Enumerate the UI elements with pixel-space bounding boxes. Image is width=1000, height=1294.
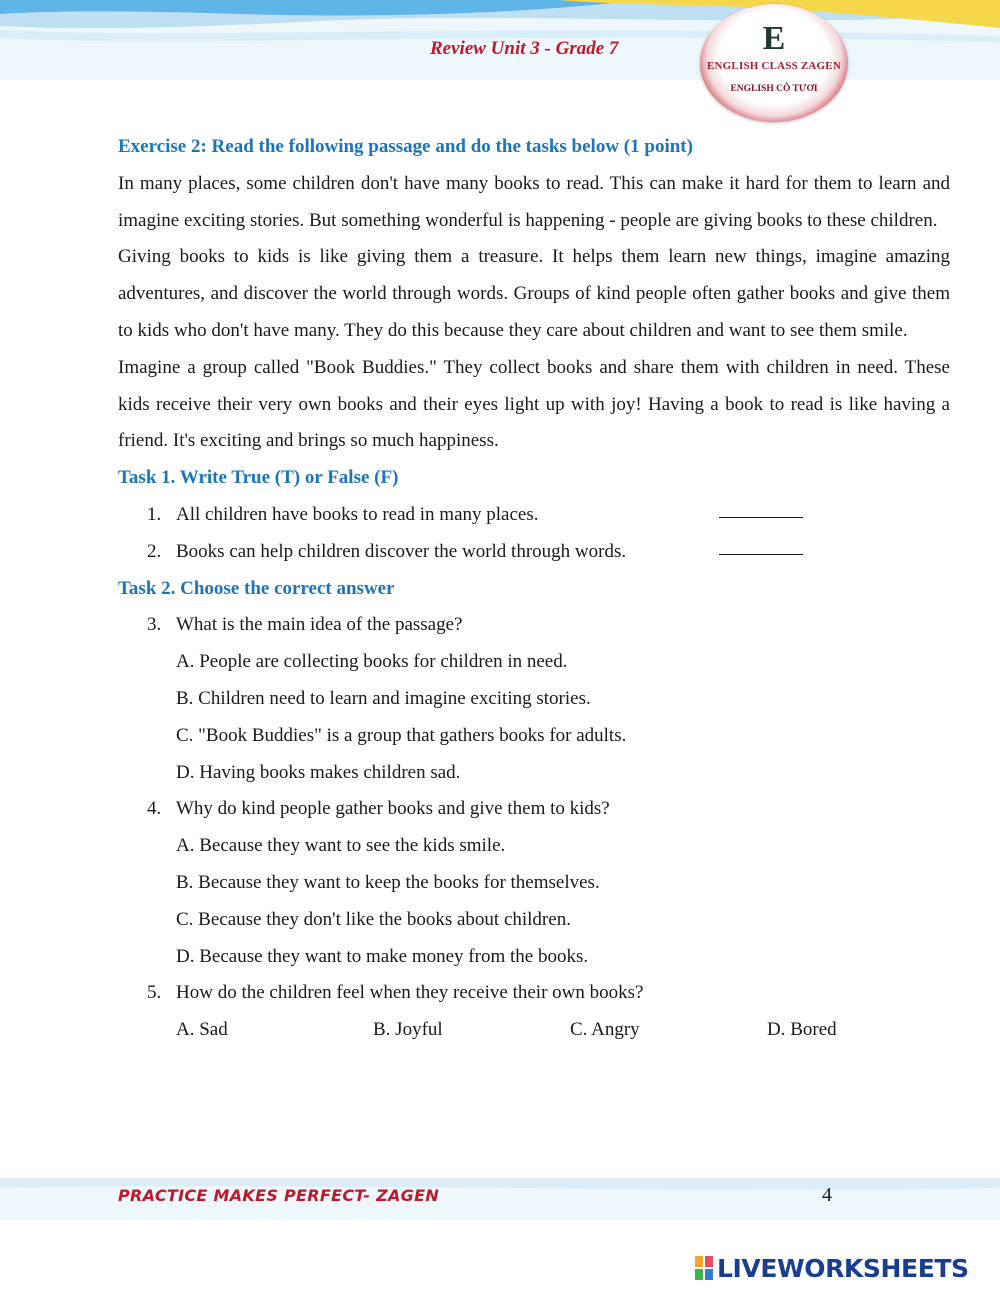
task2-heading: Task 2. Choose the correct answer <box>118 577 395 599</box>
footer-motto: PRACTICE MAKES PERFECT- ZAGEN <box>118 1186 440 1205</box>
option-4d[interactable]: D. Because they want to make money from the books. <box>176 945 589 967</box>
option-5a[interactable]: A. Sad <box>176 1019 228 1041</box>
logo-name: ENGLISH CLASS ZAGEN <box>706 60 841 72</box>
worksheet-content <box>118 129 950 1049</box>
question-5 <box>147 975 950 1012</box>
question-text: How do the children feel when they receive their own books? <box>176 982 644 1004</box>
passage-paragraph-2: Giving books to kids is like giving them a treasure. It helps them learn new things, imagine amazing adventures, and discover the world through words. Groups of kind people often gather books and give them to kids who don't have many. They do this because they care about children and want to see them smile. <box>118 246 950 341</box>
brand-logo <box>700 4 848 122</box>
liveworksheets-brand[interactable] <box>694 1253 969 1283</box>
question-number: 4. <box>147 798 162 820</box>
option-5d[interactable]: D. Bored <box>767 1019 837 1041</box>
option-3d[interactable]: D. Having books makes children sad. <box>176 761 461 783</box>
liveworksheets-icon <box>694 1255 714 1281</box>
item-number: 1. <box>147 503 162 525</box>
option-4c[interactable]: C. Because they don't like the books about children. <box>176 908 571 930</box>
logo-letter: E <box>762 20 786 57</box>
page-number: 4 <box>822 1184 832 1206</box>
item-statement: All children have books to read in many places. <box>176 503 539 525</box>
question-number: 5. <box>147 982 162 1004</box>
task1-heading: Task 1. Write True (T) or False (F) <box>118 467 399 489</box>
question-text: What is the main idea of the passage? <box>176 614 463 636</box>
item-number: 2. <box>147 540 162 562</box>
logo-subtitle: ENGLISH CÔ TƯƠI <box>730 84 818 94</box>
answer-blank-1[interactable] <box>719 495 803 518</box>
option-5b[interactable]: B. Joyful <box>373 1019 443 1041</box>
header-title: Review Unit 3 - Grade 7 <box>430 38 619 59</box>
item-statement: Books can help children discover the world through words. <box>176 540 627 562</box>
liveworksheets-wordmark: LIVEWORKSHEETS <box>717 1253 969 1283</box>
option-5c[interactable]: C. Angry <box>570 1019 640 1041</box>
option-3b[interactable]: B. Children need to learn and imagine exciting stories. <box>176 687 591 709</box>
question-number: 3. <box>147 614 162 636</box>
question-3 <box>147 607 950 644</box>
option-3c[interactable]: C. "Book Buddies" is a group that gathers books for adults. <box>176 724 627 746</box>
task1-item <box>147 534 950 571</box>
task1-item <box>147 497 950 534</box>
question-5-options <box>176 1012 950 1049</box>
option-4a[interactable]: A. Because they want to see the kids smile. <box>176 835 506 857</box>
exercise-heading: Exercise 2: Read the following passage and do the tasks below (1 point) <box>118 136 693 157</box>
question-4 <box>147 791 950 828</box>
passage-paragraph-1: In many places, some children don't have many books to read. This can make it hard for them to learn and imagine exciting stories. But something wonderful is happening - people are giving books to these children. <box>118 172 950 231</box>
answer-blank-2[interactable] <box>719 532 803 555</box>
option-4b[interactable]: B. Because they want to keep the books for themselves. <box>176 871 600 893</box>
option-3a[interactable]: A. People are collecting books for children in need. <box>176 651 568 673</box>
passage-paragraph-3: Imagine a group called "Book Buddies." They collect books and share them with children in need. These kids receive their very own books and their eyes light up with joy! Having a book to read is like having a friend. It's exciting and brings so much happiness. <box>118 356 950 452</box>
question-text: Why do kind people gather books and give them to kids? <box>176 798 610 820</box>
